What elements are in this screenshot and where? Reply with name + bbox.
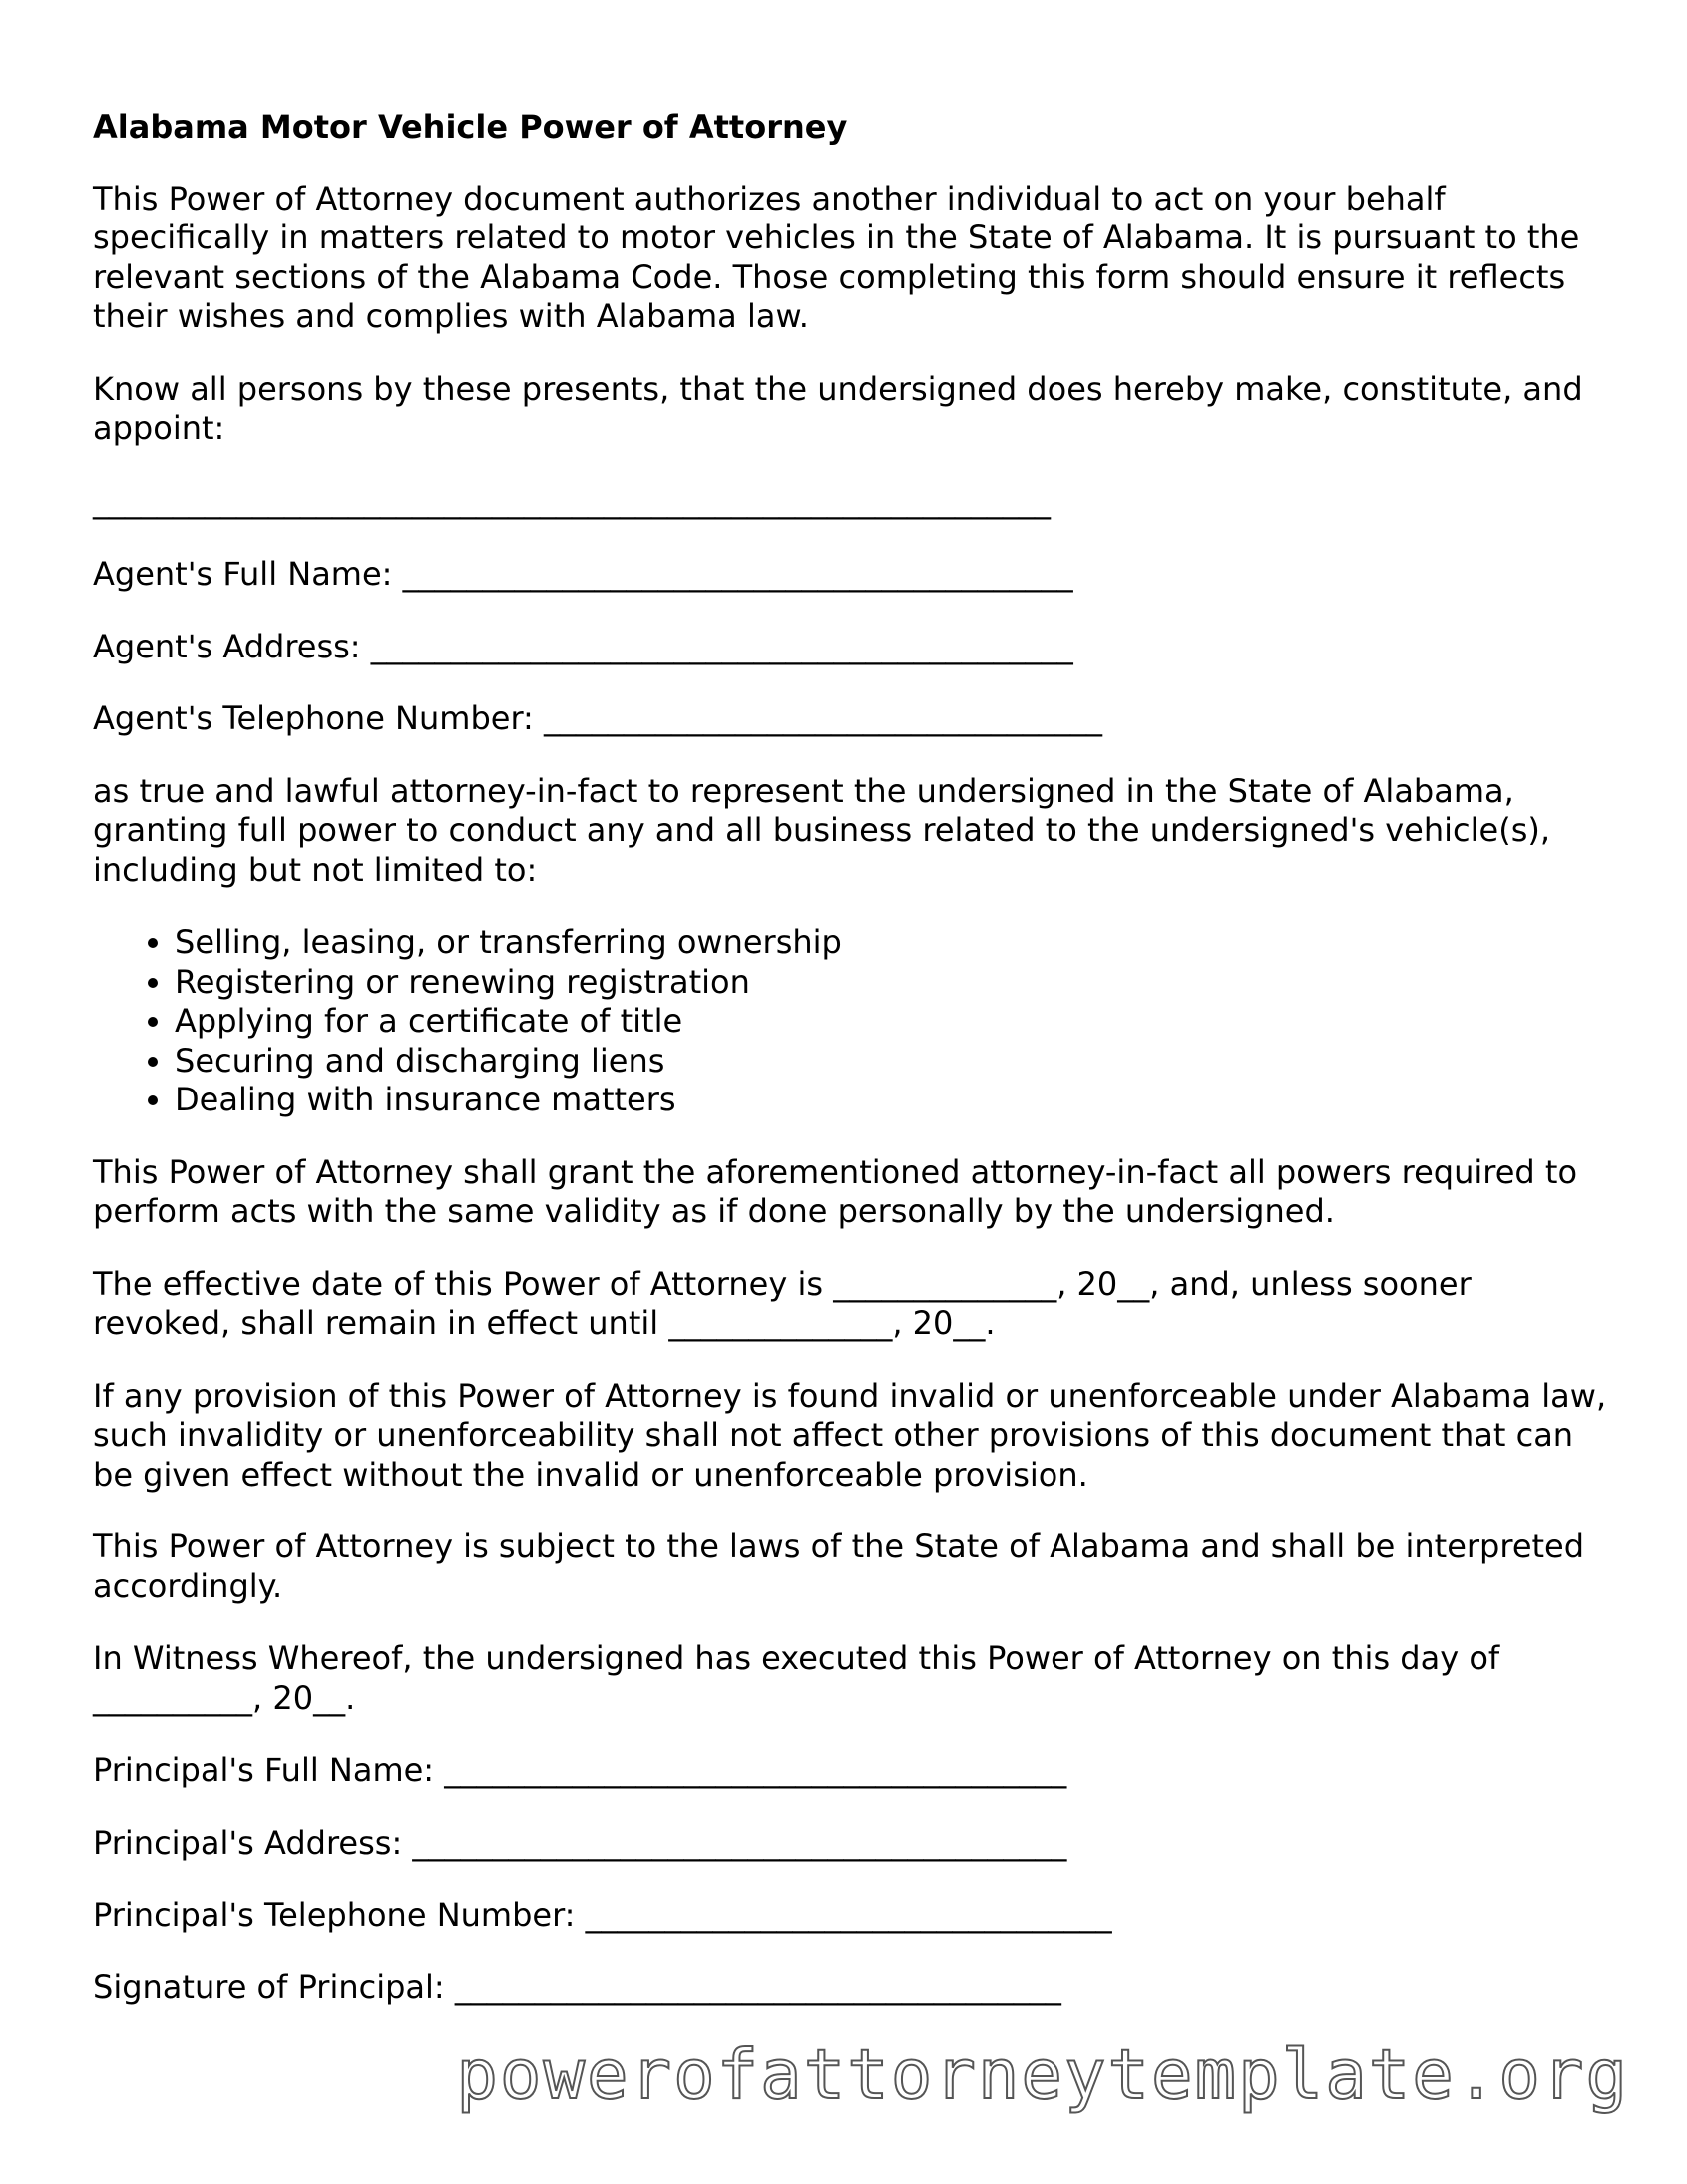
list-item: • Securing and discharging liens bbox=[175, 1042, 1609, 1082]
principal-name-field: Principal's Full Name: _______________________________________ bbox=[93, 1751, 1067, 1789]
list-item: • Applying for a certificate of title bbox=[175, 1002, 1609, 1042]
witness-paragraph: In Witness Whereof, the undersigned has executed this Power of Attorney on this day of __________, 20__. bbox=[93, 1639, 1500, 1717]
appoint-paragraph: Know all persons by these presents, that the undersigned does hereby make, constitute, and appoint: bbox=[93, 369, 1583, 447]
document-page bbox=[93, 108, 1609, 2040]
principal-phone-field: Principal's Telephone Number: _________________________________ bbox=[93, 1896, 1112, 1934]
severability-paragraph: If any provision of this Power of Attorney is found invalid or unenforceable under Alabama law, such invalidity or unenforceability shall not affect other provisions of this document that can be given effect without the invalid or unenforceable provision. bbox=[93, 1376, 1607, 1494]
grant-paragraph: as true and lawful attorney-in-fact to represent the undersigned in the State of Alabama, granting full power to conduct any and all business related to the undersigned's vehicle(s), including but not limited to: bbox=[93, 771, 1551, 889]
powers-list bbox=[93, 923, 1609, 1120]
agent-name-field: Agent's Full Name: __________________________________________ bbox=[93, 555, 1073, 593]
site-watermark: powerofattorneytemplate.org bbox=[456, 2035, 1629, 2115]
governing-law-paragraph: This Power of Attorney is subject to the laws of the State of Alabama and shall be interpreted accordingly. bbox=[93, 1528, 1585, 1605]
effective-date-paragraph: The effective date of this Power of Attorney is ______________, 20__, and, unless sooner revoked, shall remain in effect until ______________, 20__. bbox=[93, 1264, 1472, 1342]
list-item: • Dealing with insurance matters bbox=[175, 1081, 1609, 1120]
document-title: Alabama Motor Vehicle Power of Attorney bbox=[93, 108, 848, 146]
principal-signature-field: Signature of Principal: ______________________________________ bbox=[93, 1967, 1061, 2006]
validity-paragraph: This Power of Attorney shall grant the aforementioned attorney-in-fact all powers required to perform acts with the same validity as if done personally by the undersigned. bbox=[93, 1152, 1578, 1230]
intro-paragraph: This Power of Attorney document authorizes another individual to act on your behalf specifically in matters related to motor vehicles in the State of Alabama. It is pursuant to the relevant sections of the Alabama Code. Those completing this form should ensure it reflects their wishes and complies with Alabama law. bbox=[93, 179, 1580, 335]
agent-phone-field: Agent's Telephone Number: ___________________________________ bbox=[93, 699, 1102, 737]
principal-address-field: Principal's Address: _________________________________________ bbox=[93, 1823, 1067, 1862]
list-item: • Selling, leasing, or transferring ownership bbox=[175, 923, 1609, 963]
agent-blank-line: ____________________________________________________________ bbox=[93, 481, 1051, 520]
agent-address-field: Agent's Address: ____________________________________________ bbox=[93, 627, 1073, 665]
list-item: • Registering or renewing registration bbox=[175, 963, 1609, 1003]
